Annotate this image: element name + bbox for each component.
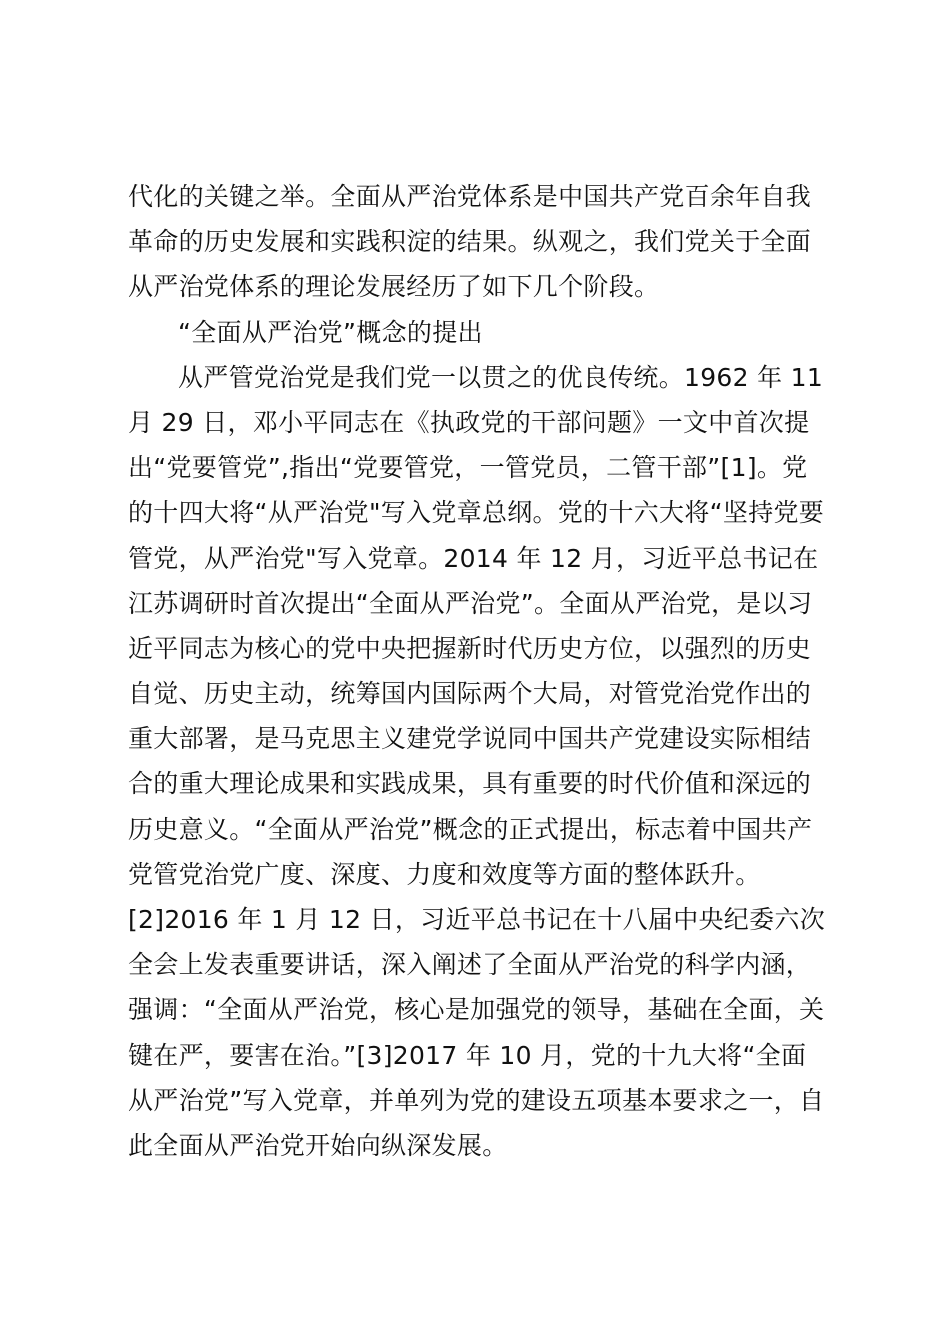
text-line: 强调：“全面从严治党，核心是加强党的领导，基础在全面，关	[128, 995, 825, 1025]
text-line: 管党，从严治党"写入党章。2014 年 12 月，习近平总书记在	[128, 543, 819, 573]
text-line: 出“党要管党”,指出“党要管党，一管党员，二管干部”[1]。党	[128, 453, 808, 483]
text-line: 重大部署，是马克思主义建党学说同中国共产党建设实际相结	[128, 724, 812, 754]
text-line: 合的重大理论成果和实践成果，具有重要的时代价值和深远的	[128, 769, 812, 799]
text-line: 党管党治党广度、深度、力度和效度等方面的整体跃升。	[128, 859, 761, 889]
section-heading: “全面从严治党”概念的提出	[178, 317, 483, 347]
text-line: 代化的关键之举。全面从严治党体系是中国共产党百余年自我	[128, 182, 812, 211]
text-line: 键在严，要害在治。”[3]2017 年 10 月，党的十九大将“全面	[128, 1040, 807, 1070]
text-line: 自觉、历史主动，统筹国内国际两个大局，对管党治党作出的	[128, 679, 812, 709]
text-line: 近平同志为核心的党中央把握新时代历史方位，以强烈的历史	[128, 633, 812, 663]
text-line: 革命的历史发展和实践积淀的结果。纵观之，我们党关于全面	[128, 227, 812, 257]
text-line: 历史意义。“全面从严治党”概念的正式提出，标志着中国共产	[128, 814, 813, 844]
text-line: 月 29 日，邓小平同志在《执政党的干部问题》一文中首次提	[128, 407, 810, 437]
text-line: 江苏调研时首次提出“全面从严治党”。全面从严治党，是以习	[128, 588, 813, 618]
text-line: 从严治党”写入党章，并单列为党的建设五项基本要求之一，自	[128, 1085, 825, 1115]
text-line: [2]2016 年 1 月 12 日，习近平总书记在十八届中央纪委六次	[128, 905, 825, 934]
paragraph-first-line: 从严管党治党是我们党一以贯之的优良传统。1962 年 11	[178, 362, 824, 392]
body-text	[128, 174, 828, 1168]
text-line: 全会上发表重要讲话，深入阐述了全面从严治党的科学内涵，	[128, 950, 812, 980]
text-line: 的十四大将“从严治党"写入党章总纲。党的十六大将“坚持党要	[128, 498, 825, 528]
text-line: 从严治党体系的理论发展经历了如下几个阶段。	[128, 272, 660, 302]
text-line: 此全面从严治党开始向纵深发展。	[128, 1130, 508, 1160]
